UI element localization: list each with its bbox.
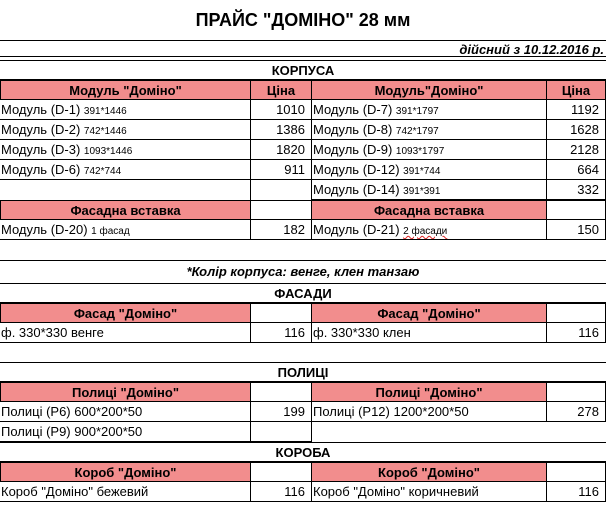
header-price-right: Ціна bbox=[546, 80, 606, 100]
item-name: Модуль (D-7) bbox=[313, 102, 396, 117]
item-price: 116 bbox=[546, 323, 606, 343]
color-note: *Колір корпуса: венге, клен танзаю bbox=[186, 264, 420, 279]
divider bbox=[0, 56, 606, 57]
item-size: 391*1797 bbox=[395, 106, 439, 117]
item-size: 391*744 bbox=[403, 166, 441, 177]
table-row bbox=[0, 323, 606, 343]
item-size: 2 фасади bbox=[403, 226, 448, 237]
empty-cell bbox=[250, 303, 312, 323]
item-size: 742*1797 bbox=[395, 126, 439, 137]
header-row bbox=[0, 80, 606, 100]
item-price: 1192 bbox=[546, 100, 606, 120]
item-price: 1820 bbox=[250, 140, 312, 160]
item-price: 332 bbox=[546, 180, 606, 200]
item-price: 278 bbox=[546, 402, 606, 422]
table-row bbox=[0, 422, 606, 442]
item-size: 742*744 bbox=[83, 166, 122, 177]
item-name: Модуль (D-6) bbox=[1, 162, 84, 177]
item-size: 742*1446 bbox=[83, 126, 127, 137]
empty-cell bbox=[250, 462, 312, 482]
header-polytsi-right: Полиці "Доміно" bbox=[311, 382, 547, 402]
item-price: 116 bbox=[546, 482, 606, 502]
item-size: 1 фасад bbox=[91, 226, 130, 237]
item-size: 1093*1797 bbox=[395, 146, 445, 157]
header-fasadna-right: Фасадна вставка bbox=[311, 200, 547, 220]
empty-cell bbox=[250, 382, 312, 402]
note-row bbox=[0, 262, 606, 282]
header-polytsi-left: Полиці "Доміно" bbox=[0, 382, 251, 402]
item-name: Модуль (D-1) bbox=[1, 102, 84, 117]
item-name: Модуль (D-20) bbox=[1, 222, 92, 237]
table-row bbox=[0, 140, 606, 160]
item-size: 391*1446 bbox=[83, 106, 127, 117]
header-modul-left: Модуль "Доміно" bbox=[0, 80, 251, 100]
item-name: Полиці (Р12) 1200*200*50 bbox=[312, 402, 546, 422]
item-name: Модуль (D-3) bbox=[1, 142, 84, 157]
item-name: Полиці (Р6) 600*200*50 bbox=[0, 402, 250, 422]
empty-cell bbox=[250, 200, 312, 220]
item-name: Модуль (D-14) bbox=[313, 182, 404, 197]
section-row bbox=[0, 362, 606, 382]
item-size: 391*391 bbox=[403, 186, 441, 197]
empty-cell bbox=[546, 200, 606, 220]
table-row bbox=[0, 160, 606, 180]
valid-from: дійсний з 10.12.2016 р. bbox=[459, 42, 604, 57]
item-price: 182 bbox=[250, 220, 312, 240]
item-size: 1093*1446 bbox=[83, 146, 133, 157]
table-row bbox=[0, 220, 606, 240]
divider bbox=[0, 40, 606, 41]
header-korob-right: Короб "Доміно" bbox=[311, 462, 547, 482]
header-row bbox=[0, 462, 606, 482]
header-korob-left: Короб "Доміно" bbox=[0, 462, 251, 482]
table-row bbox=[0, 180, 606, 200]
item-name: Короб "Доміно" коричневий bbox=[312, 482, 546, 502]
table-row bbox=[0, 482, 606, 502]
item-price: 911 bbox=[250, 160, 312, 180]
item-name: Полиці (Р9) 900*200*50 bbox=[0, 422, 250, 442]
divider bbox=[0, 260, 606, 261]
header-fasad-left: Фасад "Доміно" bbox=[0, 303, 251, 323]
item-name: Модуль (D-2) bbox=[1, 122, 84, 137]
item-price: 116 bbox=[250, 482, 312, 502]
item-price: 1010 bbox=[250, 100, 312, 120]
item-price: 664 bbox=[546, 160, 606, 180]
section-row bbox=[0, 442, 606, 462]
table-row bbox=[0, 100, 606, 120]
item-price: 199 bbox=[250, 402, 312, 422]
section-polytsi: ПОЛИЦІ bbox=[0, 362, 606, 382]
empty-cell bbox=[546, 382, 606, 402]
section-row bbox=[0, 283, 606, 303]
section-row bbox=[0, 60, 606, 80]
item-name: Короб "Доміно" бежевий bbox=[0, 482, 250, 502]
item-name: ф. 330*330 клен bbox=[312, 323, 546, 343]
item-name: ф. 330*330 венге bbox=[0, 323, 250, 343]
table-row bbox=[0, 120, 606, 140]
item-price: 2128 bbox=[546, 140, 606, 160]
item-name: Модуль (D-8) bbox=[313, 122, 396, 137]
empty-cell bbox=[546, 303, 606, 323]
item-price: 150 bbox=[546, 220, 606, 240]
header-modul-right: Модуль"Доміно" bbox=[311, 80, 547, 100]
header-fasadna-left: Фасадна вставка bbox=[0, 200, 251, 220]
header-row bbox=[0, 303, 606, 323]
header-price-left: Ціна bbox=[250, 80, 312, 100]
empty-cell bbox=[546, 462, 606, 482]
item-name: Модуль (D-21) bbox=[313, 222, 404, 237]
table-row bbox=[0, 402, 606, 422]
item-name: Модуль (D-9) bbox=[313, 142, 396, 157]
section-koroba: КОРОБА bbox=[0, 442, 606, 462]
item-price: 1628 bbox=[546, 120, 606, 140]
header-row bbox=[0, 382, 606, 402]
item-price: 1386 bbox=[250, 120, 312, 140]
header-fasad-right: Фасад "Доміно" bbox=[311, 303, 547, 323]
empty-cell bbox=[250, 180, 312, 200]
item-price bbox=[250, 422, 312, 442]
page-title: ПРАЙС "ДОМІНО" 28 мм bbox=[195, 10, 411, 30]
item-name: Модуль (D-12) bbox=[313, 162, 404, 177]
section-fasady: ФАСАДИ bbox=[0, 283, 606, 303]
section-korpusa: КОРПУСА bbox=[0, 60, 606, 80]
item-price: 116 bbox=[250, 323, 312, 343]
header-row bbox=[0, 200, 606, 220]
